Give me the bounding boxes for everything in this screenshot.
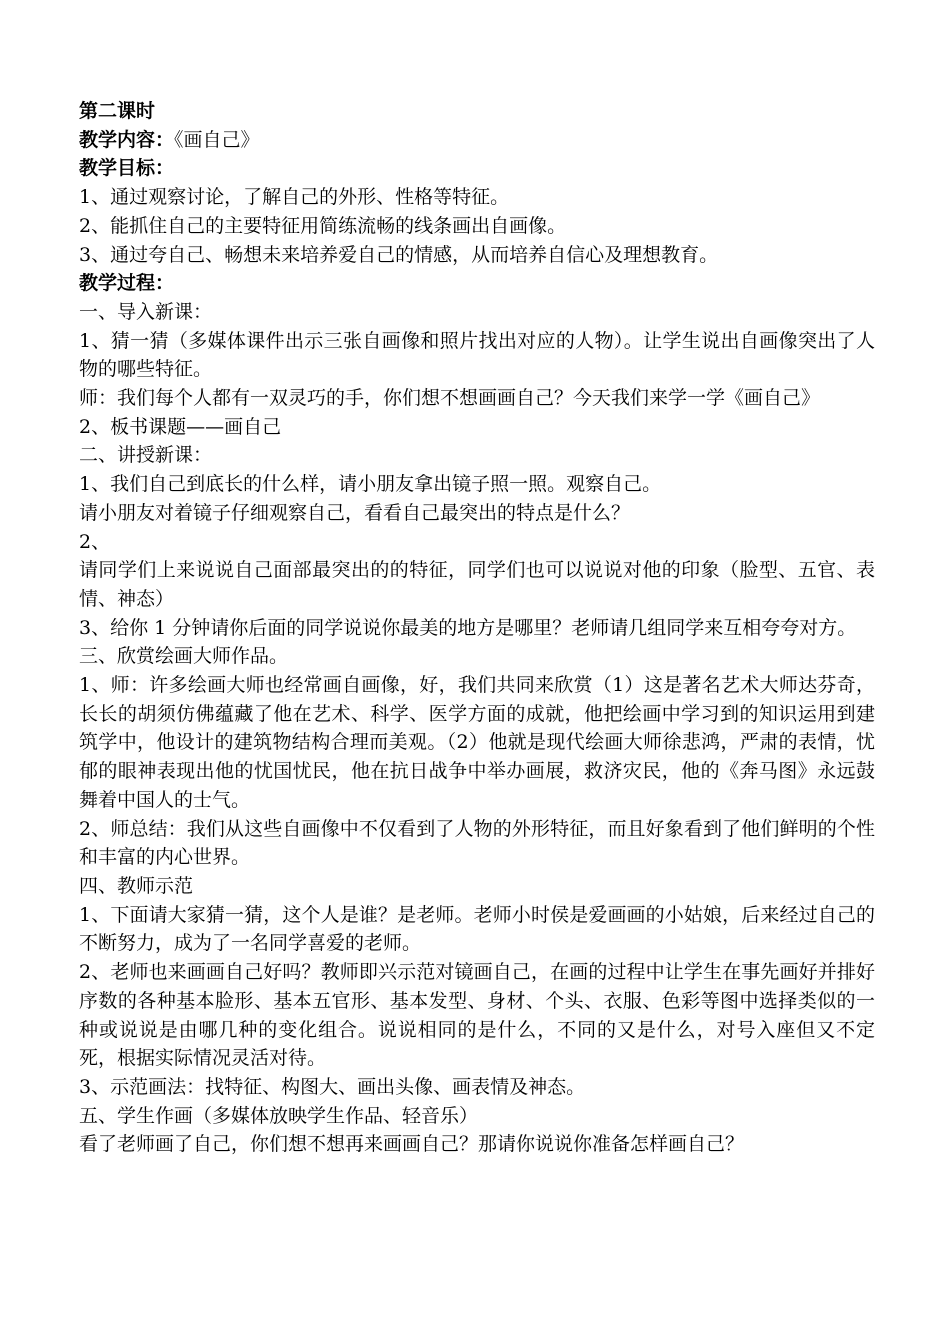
objective-item: 1、通过观察讨论，了解自己的外形、性格等特征。	[79, 186, 510, 209]
process-paragraph: 2、	[79, 530, 111, 553]
process-paragraph: 请小朋友对着镜子仔细观察自己，看看自己最突出的特点是什么？	[79, 501, 631, 524]
content-label: 教学内容：	[79, 128, 175, 151]
process-paragraph: 1、我们自己到底长的什么样，请小朋友拿出镜子照一照。观察自己。	[79, 473, 662, 496]
process-paragraph: 2、板书课题——画自己	[79, 415, 282, 438]
process-paragraph: 2、老师也来画画自己好吗？教师即兴示范对镜画自己，在画的过程中让学生在事先画好并排好序数的各种基本脸形、基本五官形、基本发型、身材、个头、衣服、色彩等图中选择类似的一种或说说是由哪几种的变化组合。说说相同的是什么，不同的又是什么，对号入座但又不定死，根据实际情况灵活对待。	[79, 961, 875, 1070]
process-paragraph: 3、给你 1 分钟请你后面的同学说说你最美的地方是哪里？老师请几组同学来互相夸夸对方。	[79, 616, 857, 639]
objectives-heading: 教学目标：	[79, 157, 175, 180]
content-value: 《画自己》	[174, 128, 260, 151]
document-page	[79, 97, 875, 1159]
process-paragraph: 请同学们上来说说自己面部最突出的的特征，同学们也可以说说对他的印象（脸型、五官、表情、神态）	[79, 559, 875, 610]
section-heading: 三、欣赏绘画大师作品。	[79, 645, 289, 668]
lesson-title: 第二课时	[79, 100, 156, 122]
section-heading: 一、导入新课：	[79, 300, 213, 323]
process-paragraph: 2、师总结：我们从这些自画像中不仅看到了人物的外形特征，而且好象看到了他们鲜明的个性和丰富的内心世界。	[79, 817, 875, 869]
objective-item: 3、通过夸自己、畅想未来培养爱自己的情感，从而培养自信心及理想教育。	[79, 243, 719, 266]
process-paragraph: 1、下面请大家猜一猜，这个人是谁？是老师。老师小时侯是爱画画的小姑娘，后来经过自己的不断努力，成为了一名同学喜爱的老师。	[79, 903, 875, 955]
content-line	[79, 126, 875, 155]
section-heading: 五、学生作画（多媒体放映学生作品、轻音乐）	[79, 1104, 479, 1127]
process-paragraph: 师：我们每个人都有一双灵巧的手，你们想不想画画自己？今天我们来学一学《画自己》	[79, 387, 821, 410]
process-paragraph: 1、师：许多绘画大师也经常画自画像，好，我们共同来欣赏（1）这是著名艺术大师达芬奇，长长的胡须仿佛蕴藏了他在艺术、科学、医学方面的成就，他把绘画中学习到的知识运用到建筑学中，他设计的建筑物结构合理而美观。（2）他就是现代绘画大师徐悲鸿，严肃的表情，忧郁的眼神表现出他的忧国忧民，他在抗日战争中举办画展，救济灾民，他的《奔马图》永远鼓舞着中国人的士气。	[79, 674, 875, 811]
section-heading: 二、讲授新课：	[79, 444, 213, 467]
process-paragraph: 1、猜一猜（多媒体课件出示三张自画像和照片找出对应的人物）。让学生说出自画像突出了人物的哪些特征。	[79, 329, 875, 381]
process-paragraph: 看了老师画了自己，你们想不想再来画画自己？那请你说说你准备怎样画自己？	[79, 1133, 745, 1156]
section-heading: 四、教师示范	[79, 874, 194, 897]
process-paragraph: 3、示范画法：找特征、构图大、画出头像、画表情及神态。	[79, 1075, 586, 1098]
process-heading: 教学过程：	[79, 272, 175, 295]
objective-item: 2、能抓住自己的主要特征用简练流畅的线条画出自画像。	[79, 214, 567, 237]
